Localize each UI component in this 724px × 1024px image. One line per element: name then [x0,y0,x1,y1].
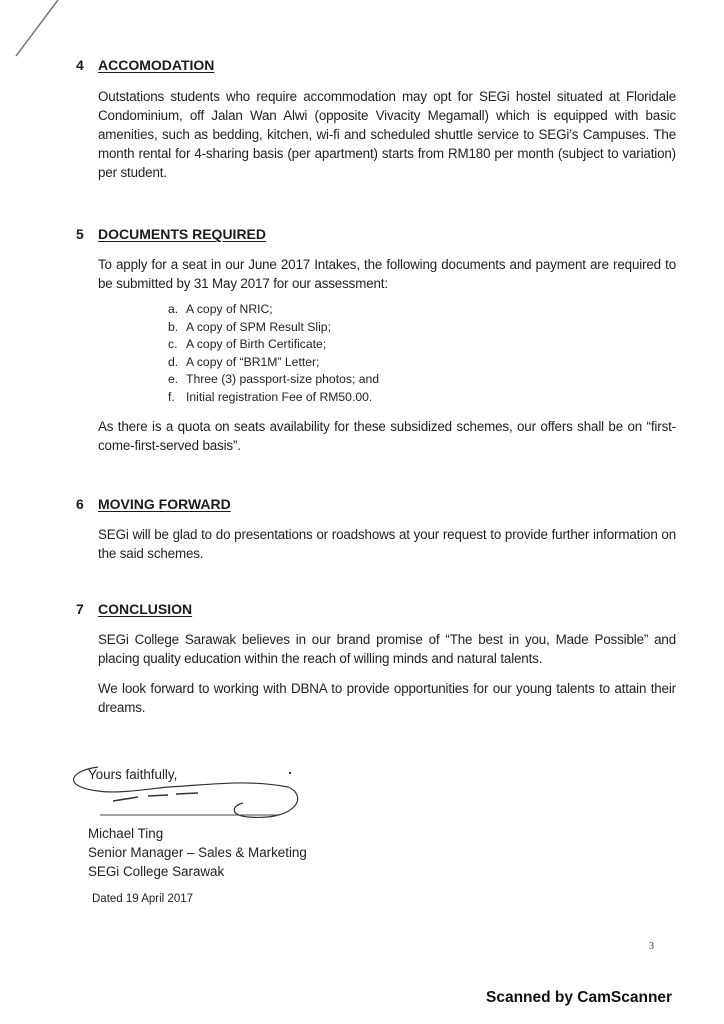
list-item-label: b. [168,319,179,334]
list-item [168,354,676,372]
documents-list [168,301,676,407]
pen-stroke-mark [0,0,80,70]
list-item-text: A copy of SPM Result Slip; [186,319,331,334]
section-number: 6 [76,496,84,512]
signatory-name: Michael Ting [88,826,164,841]
list-item-label: f. [168,389,175,404]
section-title: DOCUMENTS REQUIRED [98,226,267,242]
list-item-text: A copy of Birth Certificate; [186,337,327,352]
list-item-label: a. [168,302,179,316]
list-item-text: Three (3) passport-size photos; and [186,372,380,387]
letter-date: Dated 19 April 2017 [92,893,194,905]
section-intro: To apply for a seat in our June 2017 Intakes, the following documents and payment are required to be submitted by 31 May 2017 for our assessment: [98,257,676,291]
signature-block [88,765,307,881]
section-moving-forward [76,496,676,563]
section-title: CONCLUSION [98,601,193,617]
list-item-label: d. [168,354,179,369]
section-documents-required [76,226,676,455]
section-paragraph: We look forward to working with DBNA to provide opportunities for our young talents to attain their dreams. [98,681,676,715]
list-item-label: c. [168,337,178,352]
list-item-text: A copy of NRIC; [186,302,273,316]
scanner-watermark: Scanned by CamScanner [486,989,673,1006]
section-accommodation [76,57,676,182]
list-item [168,371,676,389]
section-paragraph: SEGi will be glad to do presentations or roadshows at your request to provide further information on the said schemes. [98,527,676,561]
section-outro: As there is a quota on seats availability for these subsidized schemes, our offers shall be on “first-come-first-served basis”. [98,418,676,453]
list-item-label: e. [168,372,179,387]
section-title: ACCOMODATION [98,57,215,73]
section-conclusion [76,601,676,717]
list-item [168,301,676,319]
section-paragraph: Outstations students who require accommodation may opt for SEGi hostel situated at Floridale Condominium, off Jalan Wan Alwi (opposite Vivacity Megamall) which is equipped with basic amenities, such as bedding, kitchen, wi-fi and scheduled shuttle service to SEGi’s Campuses. The month rental for 4-sharing basis (per apartment) starts from RM180 per month (subject to variation) per student. [98,89,676,180]
section-paragraph: SEGi College Sarawak believes in our brand promise of “The best in you, Made Possible” and placing quality education within the reach of willing minds and natural talents. [98,632,676,666]
section-number: 5 [76,226,84,242]
section-number: 7 [76,601,84,617]
list-item [168,319,676,337]
signatory-position: Senior Manager – Sales & Marketing [88,845,307,860]
page-number: 3 [649,941,654,952]
section-title: MOVING FORWARD [98,496,231,512]
signatory-organization: SEGi College Sarawak [88,864,225,879]
list-item [168,336,676,354]
list-item [168,389,676,407]
signature-closing: Yours faithfully, [88,767,178,782]
list-item-text: Initial registration Fee of RM50.00. [186,389,373,404]
section-number: 4 [76,57,84,73]
list-item-text: A copy of “BR1M” Letter; [186,354,320,369]
